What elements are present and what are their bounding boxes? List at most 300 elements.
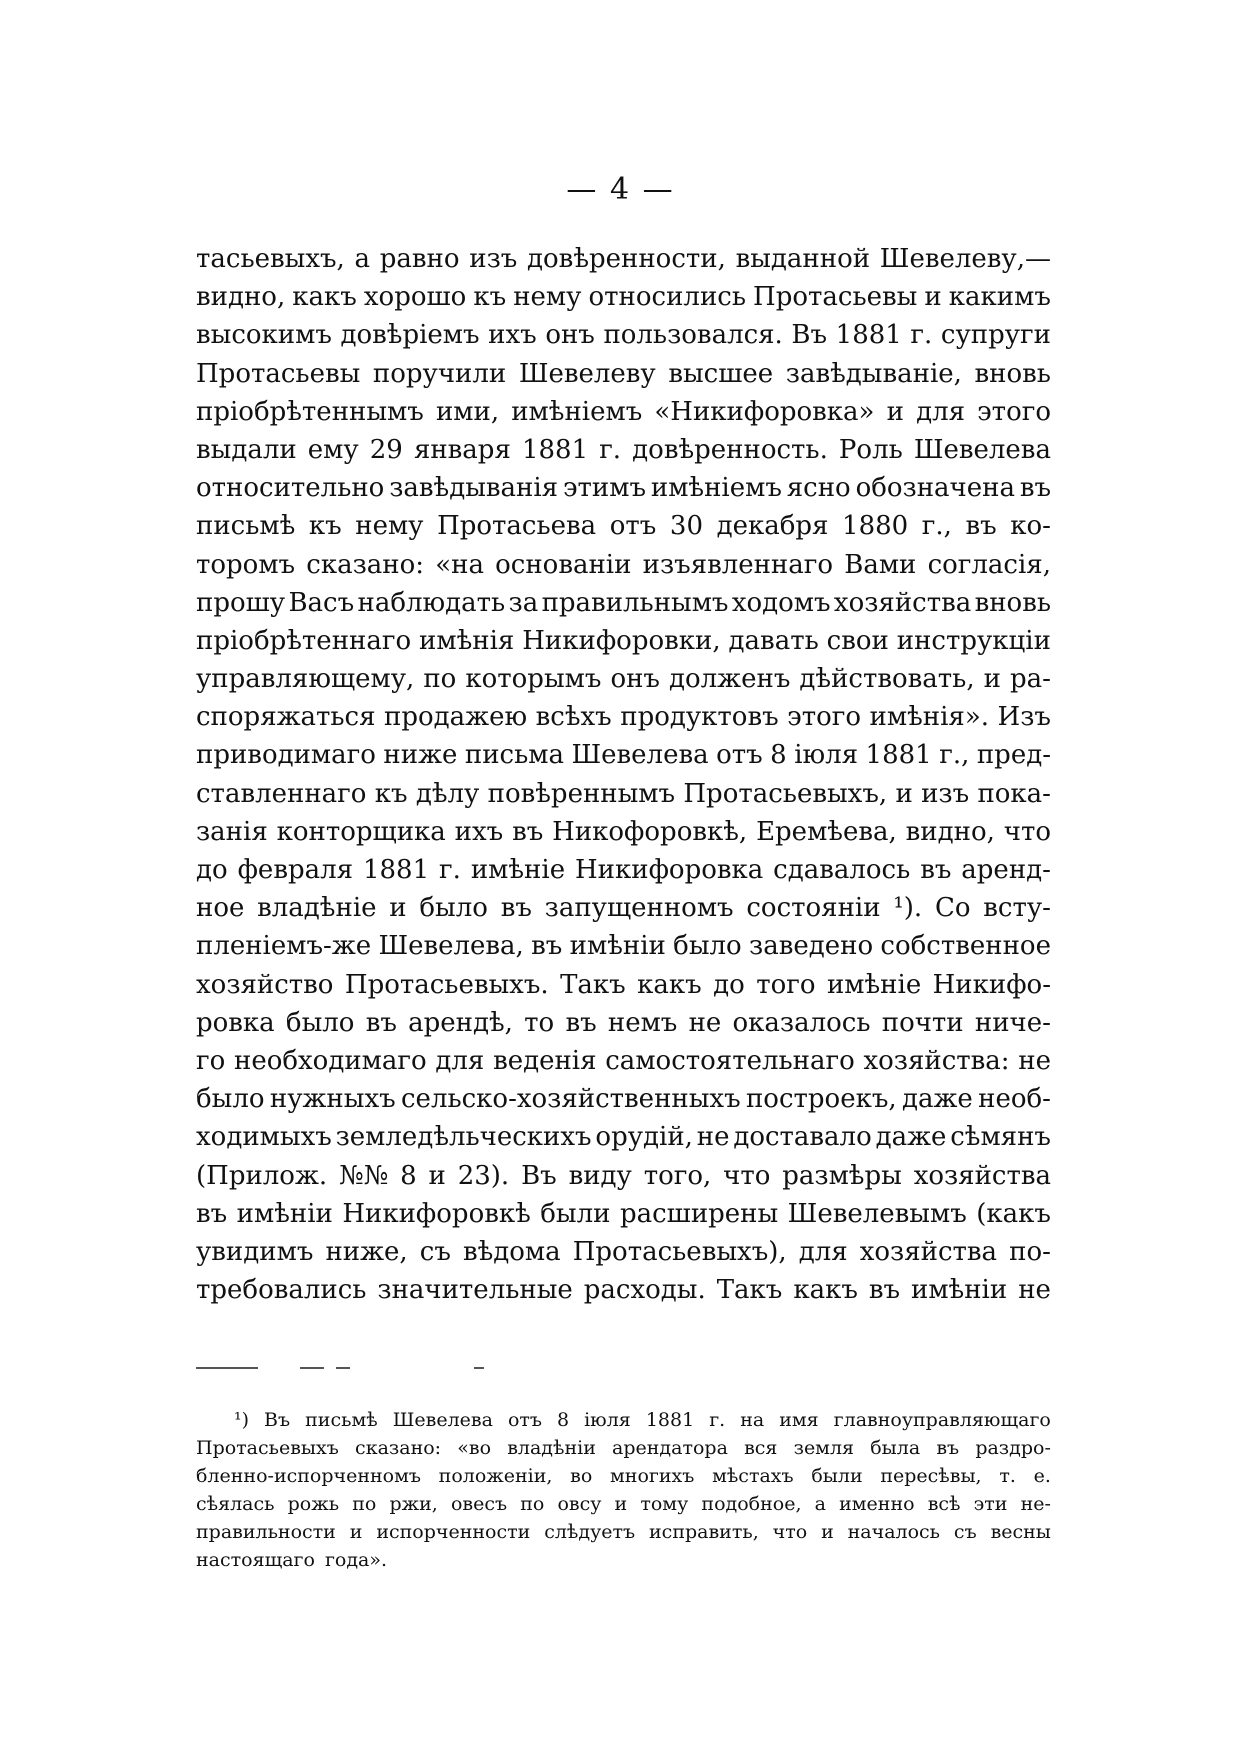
word: 8	[400, 1160, 417, 1191]
word: подобное,	[701, 1493, 802, 1515]
word: положеніи,	[438, 1465, 553, 1487]
word: письма	[464, 740, 564, 771]
word: имѣніемъ	[511, 396, 643, 427]
word: весны	[990, 1521, 1051, 1543]
text-line	[196, 240, 1051, 278]
word: не	[1018, 1275, 1051, 1306]
word: эти	[973, 1493, 1008, 1515]
word: 8	[770, 740, 787, 771]
word: земледѣльческихъ	[335, 1122, 592, 1153]
word: хозяйства	[859, 1236, 998, 1267]
word: до	[713, 969, 745, 1000]
word: ихъ	[454, 816, 504, 847]
word: въ	[965, 511, 997, 542]
word: и	[895, 778, 913, 809]
word: выданной	[735, 244, 871, 274]
word: аренд-	[961, 855, 1051, 885]
word: Протасьевыхъ	[196, 1437, 339, 1459]
word: было	[285, 1007, 355, 1038]
word: Протасьевы	[196, 358, 361, 389]
word: г.	[709, 1409, 726, 1431]
word: завѣдываніе,	[785, 358, 962, 389]
text-line	[196, 1271, 1051, 1309]
word: вѣдома	[462, 1236, 561, 1267]
word: 1881	[835, 320, 902, 351]
word: Шевелеву	[518, 358, 656, 389]
word: Шевелевымъ	[787, 1198, 967, 1229]
word: а	[354, 244, 371, 274]
word: относились	[588, 282, 746, 313]
word: отъ	[716, 740, 763, 771]
word: владѣніи	[507, 1437, 596, 1459]
word: по	[520, 1493, 545, 1515]
word: года».	[324, 1549, 388, 1571]
page-number: — 4 —	[566, 172, 675, 207]
word: Протасьевыхъ.	[344, 969, 549, 1000]
word: въ	[920, 855, 952, 885]
word: за	[508, 587, 539, 618]
word: дѣйствовать,	[799, 664, 975, 695]
word: по	[423, 664, 457, 695]
word: іюля	[584, 1409, 631, 1431]
word: изъ	[469, 244, 518, 274]
word: а	[814, 1493, 826, 1515]
word: г.	[439, 855, 461, 885]
text-line	[196, 698, 1051, 736]
footnote-line	[196, 1434, 1051, 1462]
word: расширены	[619, 1198, 779, 1229]
word: ниже,	[325, 1236, 408, 1267]
word: основаніи	[495, 549, 632, 580]
word: Протасьева	[437, 511, 597, 542]
word: пред-	[976, 740, 1051, 771]
word: долженъ	[669, 664, 791, 695]
word: видно,	[905, 816, 995, 847]
word: было	[673, 931, 742, 962]
word: Въ	[791, 320, 828, 351]
word: было	[196, 1084, 265, 1115]
word: и	[614, 1493, 628, 1515]
word: 29	[369, 434, 403, 465]
word: и	[983, 664, 1001, 695]
word: обозначена	[855, 473, 1015, 504]
word: состояніи	[746, 893, 881, 924]
word: владѣніе	[257, 893, 377, 924]
word: имѣніе	[826, 969, 922, 1000]
word: къ	[374, 778, 408, 809]
word: пользовался.	[603, 320, 783, 351]
word: повѣреннымъ	[487, 778, 676, 809]
word: какимъ	[948, 282, 1051, 313]
word: и	[924, 282, 942, 313]
word: необходимаго	[234, 1045, 427, 1076]
text-line	[196, 966, 1051, 1004]
word: прошу	[196, 587, 286, 618]
word: въ	[365, 1007, 397, 1038]
word: что	[723, 1160, 771, 1191]
word: 1880	[842, 511, 909, 542]
word: г.,	[939, 740, 970, 771]
word: были	[811, 1465, 863, 1487]
word: того,	[643, 1160, 712, 1191]
word: ниче-	[974, 1007, 1051, 1038]
word: высокимъ	[196, 320, 332, 351]
word: арендѣ,	[408, 1007, 513, 1038]
word: занія	[196, 816, 268, 847]
word: онъ	[610, 664, 660, 695]
word: Вами	[844, 549, 917, 580]
word: ходимыхъ	[196, 1122, 332, 1153]
word: нему	[355, 511, 424, 542]
word: Протасьевыхъ,	[683, 778, 888, 809]
word: споряжаться	[196, 702, 376, 733]
word: съ	[419, 1236, 451, 1267]
word: что	[772, 1521, 808, 1543]
word: увидимъ	[196, 1236, 314, 1267]
text-line	[196, 431, 1051, 469]
word: Изъ	[997, 702, 1051, 733]
word: необ-	[978, 1084, 1051, 1115]
word: сказано:	[306, 549, 425, 580]
word: хозяйства	[833, 587, 972, 618]
word: и	[821, 1521, 834, 1543]
word: супруги	[940, 320, 1051, 351]
word: имѣніи	[236, 1198, 333, 1229]
word: какъ	[637, 969, 702, 1000]
word: «во	[457, 1437, 492, 1459]
word: Такъ	[716, 1275, 783, 1306]
word: хорошо	[363, 282, 467, 313]
word: и	[389, 893, 407, 924]
word: для	[798, 1236, 848, 1267]
word: пересѣвы,	[880, 1465, 982, 1487]
word: въ	[868, 1275, 901, 1306]
text-line	[196, 1080, 1051, 1118]
text-line	[196, 393, 1051, 431]
word: декабря	[716, 511, 829, 542]
word: не	[1018, 1045, 1051, 1076]
word: въ	[531, 931, 563, 962]
word: отъ	[609, 511, 657, 542]
word: Со	[934, 893, 971, 924]
word: ставленнаго	[196, 778, 367, 809]
word: этого	[787, 702, 862, 733]
word: ходомъ	[731, 587, 831, 618]
word: ясно	[786, 473, 851, 504]
word: вся	[744, 1437, 778, 1459]
word: этимъ	[562, 473, 646, 504]
word: доставало	[733, 1122, 872, 1153]
word: исправить,	[649, 1521, 759, 1543]
word: ихъ	[488, 320, 537, 351]
word: 1881	[521, 434, 589, 465]
text-line	[196, 889, 1051, 927]
text-line	[196, 736, 1051, 774]
word: которымъ	[465, 664, 602, 695]
word: продуктовъ	[620, 702, 779, 733]
word: видно,	[196, 282, 286, 313]
word: управляющему,	[196, 664, 415, 695]
text-line	[196, 355, 1051, 393]
word: правильности	[196, 1521, 336, 1543]
word: онъ	[545, 320, 595, 351]
word: «Никифоровка»	[654, 396, 875, 427]
word: завѣдыванія	[389, 473, 559, 504]
word: была	[870, 1437, 921, 1459]
word: поручили	[372, 358, 507, 389]
text-line	[196, 622, 1051, 660]
word: по-	[1009, 1236, 1051, 1267]
word: согласія,	[927, 549, 1051, 580]
word: именно	[839, 1493, 915, 1515]
word: Шевелева	[913, 434, 1051, 465]
word: т.	[999, 1465, 1016, 1487]
text-line	[196, 1157, 1051, 1195]
word: какъ	[793, 1275, 858, 1306]
word: продажею	[384, 702, 528, 733]
word: ное	[196, 893, 245, 924]
word: довѣренности,	[527, 244, 726, 274]
word: для	[435, 1045, 485, 1076]
word: хозяйства	[913, 1160, 1051, 1191]
word: и	[349, 1521, 363, 1543]
word: сѣмянъ	[950, 1122, 1051, 1153]
word: ржи,	[389, 1493, 438, 1515]
word: правильнымъ	[541, 587, 729, 618]
word: инструкціи	[896, 625, 1051, 656]
text-line	[196, 660, 1051, 698]
separator-segment	[474, 1367, 484, 1369]
word: имѣніи	[911, 1275, 1008, 1306]
word: высшее	[668, 358, 774, 389]
word: имѣніемъ	[650, 473, 782, 504]
word: собственное	[880, 931, 1051, 962]
word: то	[524, 1007, 555, 1038]
word: ко-	[1010, 511, 1051, 542]
word: въ	[196, 1198, 228, 1229]
word: построекъ,	[745, 1084, 897, 1115]
word: конторщика	[276, 816, 446, 847]
word: Шевелеву,—	[879, 244, 1051, 274]
word: 30	[669, 511, 704, 542]
word: даже	[901, 1084, 973, 1115]
word: Шевелева	[392, 1409, 493, 1431]
word: сельско-хозяйственныхъ	[401, 1084, 741, 1115]
word: многихъ	[610, 1465, 695, 1487]
word: не	[688, 1007, 722, 1038]
word: въ	[936, 1437, 960, 1459]
word: Еремѣева,	[756, 816, 897, 847]
word: хозяйство	[196, 969, 334, 1000]
word: свои	[826, 625, 889, 656]
word: іюля	[794, 740, 859, 771]
word: выдали	[196, 434, 297, 465]
word: раздро-	[975, 1437, 1051, 1459]
word: требовались	[196, 1275, 367, 1306]
word: съ	[953, 1521, 977, 1543]
text-line	[196, 1195, 1051, 1233]
word: для	[916, 396, 965, 427]
word: относительно	[196, 473, 385, 504]
word: въ	[512, 816, 544, 847]
word: г.	[599, 434, 622, 465]
word: «на	[435, 549, 484, 580]
word: рожь	[287, 1493, 340, 1515]
word: Никифоровки,	[522, 625, 721, 656]
word: пока-	[977, 778, 1051, 809]
word: оказалось	[732, 1007, 871, 1038]
word: Такъ	[560, 969, 626, 1000]
word: го	[196, 1045, 226, 1076]
word: всту-	[983, 893, 1051, 924]
word: (какъ	[976, 1198, 1051, 1229]
word: ему	[307, 434, 359, 465]
word: довѣріемъ	[340, 320, 480, 351]
word: давать	[728, 625, 819, 656]
word: имѣнія	[419, 625, 515, 656]
footnote-line	[196, 1406, 1051, 1434]
text-line	[196, 1233, 1051, 1271]
word: равно	[379, 244, 460, 274]
word: не	[696, 1122, 730, 1153]
word: и	[428, 1160, 446, 1191]
word: 23).	[457, 1160, 510, 1191]
word: ими,	[435, 396, 500, 427]
word: Протасьевы	[753, 282, 918, 313]
word: нему	[513, 282, 582, 313]
word: и	[886, 396, 904, 427]
word: бленно-испорченномъ	[196, 1465, 421, 1487]
word: этого	[977, 396, 1051, 427]
text-line	[196, 278, 1051, 316]
word: Протасьевыхъ),	[572, 1236, 787, 1267]
word: торомъ	[196, 549, 296, 580]
word: имѣнія».	[869, 702, 989, 733]
text-line	[196, 507, 1051, 545]
word: Шевелева	[571, 740, 709, 771]
word: 1881	[645, 1409, 695, 1431]
word: ¹)	[234, 1409, 250, 1431]
word: въ	[500, 893, 532, 924]
word: вновь	[974, 587, 1051, 618]
text-line	[196, 813, 1051, 851]
word: 8	[557, 1409, 570, 1431]
word: имя	[779, 1409, 819, 1431]
word: №№	[339, 1160, 389, 1191]
word: письмѣ	[196, 511, 296, 542]
word: пріобрѣтеннаго	[196, 625, 412, 656]
text-line	[196, 1118, 1051, 1156]
word: имѣніи	[569, 931, 666, 962]
word: вновь	[974, 358, 1051, 389]
footnote-line	[196, 1518, 1051, 1546]
text-line	[196, 469, 1051, 507]
word: заведено	[749, 931, 874, 962]
word: расходы.	[583, 1275, 706, 1306]
word: сказано:	[355, 1437, 442, 1459]
word: не-	[1020, 1493, 1051, 1515]
word: размѣры	[782, 1160, 902, 1191]
word: нужныхъ	[269, 1084, 396, 1115]
word: дѣлу	[415, 778, 480, 809]
text-line	[196, 775, 1051, 813]
word: ¹).	[893, 893, 923, 924]
word: на	[740, 1409, 765, 1431]
word: наблюдать	[357, 587, 506, 618]
word: по	[352, 1493, 377, 1515]
word: тасьевыхъ,	[196, 244, 345, 274]
text-line	[196, 584, 1051, 622]
word: къ	[308, 511, 342, 542]
word: довѣренность.	[632, 434, 828, 465]
word: ровка	[196, 1007, 275, 1038]
word: имѣніе	[470, 855, 566, 885]
footnote-separator	[196, 1367, 486, 1369]
word: сѣялась	[196, 1493, 275, 1515]
word: ниже	[383, 740, 458, 771]
word: пріобрѣтеннымъ	[196, 396, 424, 427]
word: изъявленнаго	[642, 549, 834, 580]
word: хозяйства:	[863, 1045, 1010, 1076]
word: ра-	[1010, 664, 1051, 695]
separator-segment	[336, 1367, 350, 1369]
word: было	[419, 893, 488, 924]
word: арендатора	[612, 1437, 728, 1459]
word: самостоятельнаго	[605, 1045, 855, 1076]
word: г.,	[921, 511, 952, 542]
word: до	[196, 855, 228, 885]
word: всѣ	[927, 1493, 961, 1515]
text-line	[196, 316, 1051, 354]
word: какъ	[292, 282, 357, 313]
word: началось	[847, 1521, 941, 1543]
word: мѣстахъ	[712, 1465, 794, 1487]
word: того	[756, 969, 816, 1000]
word: были	[540, 1198, 611, 1229]
word: пленіемъ-же	[196, 931, 372, 962]
word: въ	[565, 1007, 597, 1038]
word: 1881	[865, 740, 932, 771]
word: письмѣ	[305, 1409, 378, 1431]
word: Никофоровкѣ,	[552, 816, 748, 847]
word: Никифоровка	[574, 855, 764, 885]
separator-segment	[196, 1367, 258, 1369]
word: Никифо-	[932, 969, 1051, 1000]
word: къ	[473, 282, 507, 313]
word: Въ	[521, 1160, 557, 1191]
word: значительные	[377, 1275, 573, 1306]
word: Никифоровкѣ	[342, 1198, 531, 1229]
word: немъ	[607, 1007, 678, 1038]
word: Васъ	[288, 587, 355, 618]
word: приводимаго	[196, 740, 376, 771]
text-line	[196, 851, 1051, 889]
word: въ	[1019, 473, 1051, 504]
word: февраля	[237, 855, 354, 885]
word: тому	[640, 1493, 689, 1515]
footnote-line	[196, 1546, 1051, 1574]
word: земля	[793, 1437, 855, 1459]
text-line	[196, 1042, 1051, 1080]
word: е.	[1033, 1465, 1051, 1487]
text-line	[196, 1004, 1051, 1042]
word: (Прилож.	[196, 1160, 328, 1191]
word: 1881	[362, 855, 430, 885]
word: даже	[875, 1122, 947, 1153]
footnote-line	[196, 1462, 1051, 1490]
word: отъ	[507, 1409, 542, 1431]
main-text	[196, 240, 1051, 1309]
